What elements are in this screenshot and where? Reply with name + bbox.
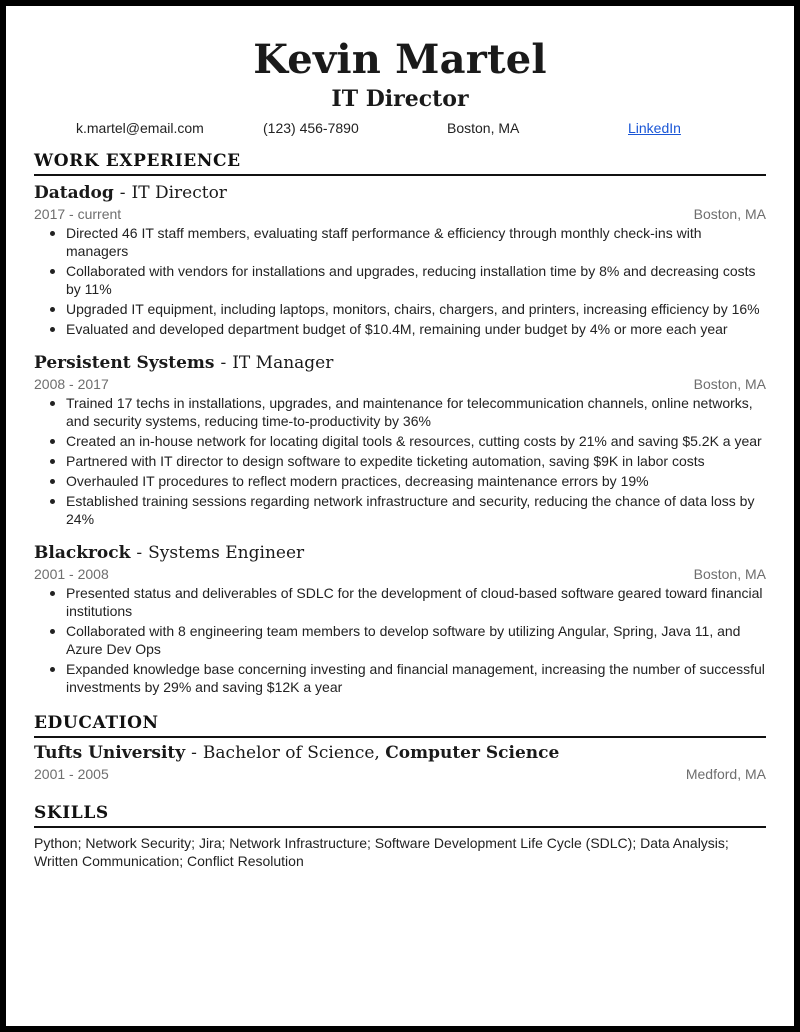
- contact-info: [34, 118, 766, 138]
- job-bullets: [34, 224, 766, 338]
- list-item: Upgraded IT equipment, including laptops, monitors, chairs, chargers, and printers, increasing efficiency by 16%: [66, 300, 766, 318]
- job-entry: [34, 542, 766, 696]
- skills-list: Python; Network Security; Jira; Network Infrastructure; Software Development Life Cycle (SDLC); Data Analysis; Written Communication; Conflict Resolution: [34, 835, 729, 869]
- list-item: Overhauled IT procedures to reflect modern practices, decreasing maintenance errors by 19%: [66, 472, 766, 490]
- job-role: Systems Engineer: [148, 543, 305, 563]
- job-bullets: [34, 394, 766, 528]
- job-dates: 2017 - current: [34, 206, 122, 222]
- job-entry: [34, 182, 766, 338]
- education-school: Tufts University: [34, 743, 186, 763]
- job-dates: 2001 - 2008: [34, 566, 109, 582]
- education-dates: 2001 - 2005: [34, 766, 109, 782]
- list-item: Collaborated with 8 engineering team members to develop software by utilizing Angular, Spring, Java 11, and Azure Dev Ops: [66, 622, 766, 658]
- job-dates: 2008 - 2017: [34, 376, 109, 392]
- list-item: Created an in-house network for locating digital tools & resources, cutting costs by 21% and saving $5.2K a year: [66, 432, 766, 450]
- job-entry: [34, 352, 766, 528]
- job-company: Blackrock: [34, 543, 131, 563]
- education-location: Medford, MA: [685, 766, 766, 782]
- education-separator: -: [191, 743, 197, 763]
- job-separator: -: [220, 353, 227, 373]
- job-role: IT Manager: [232, 353, 334, 373]
- education-meta: [34, 764, 766, 784]
- job-meta: [34, 204, 766, 224]
- contact-location: Boston, MA: [447, 120, 520, 136]
- list-item: Presented status and deliverables of SDLC for the development of cloud-based software geared toward financial institutions: [66, 584, 766, 620]
- list-item: Expanded knowledge base concerning investing and financial management, increasing the number of successful investments by 29% and saving $12K a year: [66, 661, 765, 695]
- list-item: Evaluated and developed department budget of $10.4M, remaining under budget by 4% or more each year: [66, 320, 766, 338]
- job-separator: -: [119, 183, 126, 203]
- list-item: Partnered with IT director to design software to expedite ticketing automation, saving $9K in labor costs: [66, 452, 766, 470]
- linkedin-link[interactable]: LinkedIn: [628, 120, 681, 136]
- contact-phone: (123) 456-7890: [263, 120, 359, 136]
- contact-email: k.martel@email.com: [76, 120, 204, 136]
- job-location: Boston, MA: [693, 206, 766, 222]
- education-degree: Bachelor of Science,: [202, 743, 380, 763]
- job-heading: [34, 182, 766, 204]
- job-separator: -: [136, 543, 143, 563]
- job-meta: [34, 564, 766, 584]
- skills-heading: SKILLS: [34, 802, 766, 828]
- list-item: Directed 46 IT staff members, evaluating staff performance & efficiency through monthly check-ins with managers: [66, 224, 766, 260]
- job-list: [34, 182, 766, 696]
- education-entry: [34, 742, 766, 764]
- work-experience-heading: WORK EXPERIENCE: [34, 150, 766, 176]
- list-item: Trained 17 techs in installations, upgrades, and maintenance for telecommunication channels, online networks, and security systems, reducing time-to-productivity by 36%: [66, 394, 766, 430]
- job-company: Persistent Systems: [34, 353, 215, 373]
- candidate-title: IT Director: [331, 86, 469, 112]
- job-heading: [34, 542, 766, 564]
- list-item: Collaborated with vendors for installations and upgrades, reducing installation time by 8% and decreasing costs by 11%: [66, 262, 766, 298]
- job-role: IT Director: [131, 183, 227, 203]
- job-bullets: [34, 584, 766, 696]
- list-item: Established training sessions regarding network infrastructure and security, reducing the chance of data loss by 24%: [66, 492, 766, 528]
- job-heading: [34, 352, 766, 374]
- job-location: Boston, MA: [693, 566, 766, 582]
- candidate-name: Kevin Martel: [253, 36, 547, 83]
- job-meta: [34, 374, 766, 394]
- education-heading: EDUCATION: [34, 712, 766, 738]
- job-location: Boston, MA: [693, 376, 766, 392]
- education-major: Computer Science: [385, 743, 560, 763]
- job-company: Datadog: [34, 183, 114, 203]
